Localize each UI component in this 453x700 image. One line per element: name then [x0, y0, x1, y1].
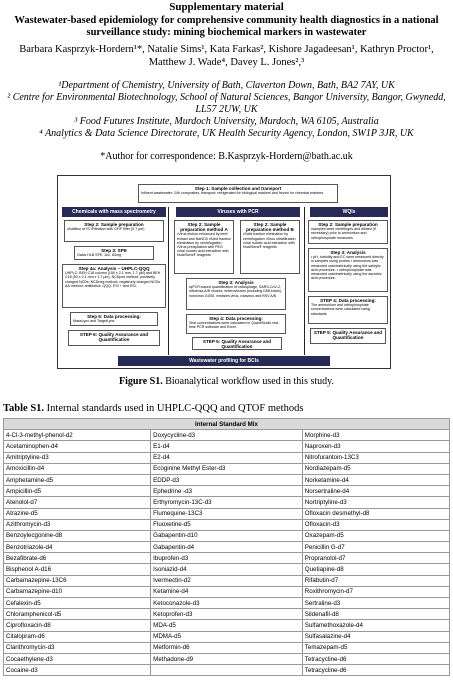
wqi-step4-box [308, 296, 388, 324]
table-row [4, 575, 450, 586]
table-row [4, 519, 450, 530]
table-cell: Clarithromycin-d3 [4, 642, 151, 653]
virus-step3-box [186, 278, 286, 310]
table-row [4, 486, 450, 497]
workflow-figure [57, 175, 391, 369]
virus-step3-text: •qPCR-based quantification of crAssphage, SARS-CoV-2, influenza A/B viruses, enteroviruses (including D68 strain), norovirus GI/GII, measles virus, rotavirus and RSV A/B [189, 285, 282, 298]
table-cell: Gabapentin-d4 [151, 542, 303, 553]
virus-method-b-title: Step 2: Sample preparation method B [246, 222, 294, 233]
table-row [4, 530, 450, 541]
virus-step5-title: STEP 5: Quality Assurance and Quantification [202, 339, 272, 350]
table-cell: Norketamine-d4 [302, 474, 449, 485]
virus-step5-box [192, 337, 282, 350]
virus-method-a-text: •Virus elution enhanced by beef extract and NaNO3 •Solid fraction elimination by centrifugation •Virus precipitation with PEG •viral nucleic acid extraction with NucliSens® reagents [177, 232, 231, 258]
table-cell: Tetracycline-d6 [302, 653, 449, 664]
table-row [4, 609, 450, 620]
table-cell: Cocaine-d3 [4, 665, 151, 676]
table-cell: E2-d4 [151, 452, 303, 463]
step1-text: Influent wastewater: 24h composites, transport: refrigerated for biological markers and frozen for chemical markers [141, 191, 324, 196]
column-divider [168, 207, 169, 355]
chem-step6-box [68, 330, 160, 346]
chem-step3-text: Oasis HLB SPE, 3cc, 60mg [77, 253, 121, 258]
table-row [4, 653, 450, 664]
table-cell: MDMA-d5 [151, 631, 303, 642]
table-cell: Carbamazepine-d10 [4, 586, 151, 597]
table-cell: Atrazine-d5 [4, 508, 151, 519]
table-cell: Ofloxacin-d3 [302, 519, 449, 530]
wqis-header: WQIs [310, 207, 388, 217]
table-cell: Atenolol-d7 [4, 497, 151, 508]
table-cell: Doxycycline-d3 [151, 430, 303, 441]
table-cell: Ciprofloxacin-d8 [4, 620, 151, 631]
table-cell: Tetracycline-d6 [302, 665, 449, 676]
table-cell: EDDP-d3 [151, 474, 303, 485]
virus-step4-text: Viral concentrations were calculated in QuantStudio real-time PCR software and Excel. [189, 321, 280, 330]
table-row [4, 642, 450, 653]
table-caption-text: Internal standards used in UHPLC-QQQ and QTOF methods [44, 403, 304, 414]
table-row [4, 452, 450, 463]
table-cell: Penicillin G-d7 [302, 542, 449, 553]
table-cell: Sulfamethoxazole-d4 [302, 620, 449, 631]
figure-caption-text: Bioanalytical workflow used in this study. [162, 376, 334, 387]
table-cell: Ampicillin-d5 [4, 486, 151, 497]
table-cell: Amoxicillin-d4 [4, 463, 151, 474]
table-cell: Cefalexin-d5 [4, 598, 151, 609]
wqi-step4-title: STEP 4: Data processing: [320, 298, 376, 303]
chem-step5-box [70, 312, 158, 326]
table-row [4, 586, 450, 597]
table-row [4, 441, 450, 452]
table-body [4, 430, 450, 676]
wqi-step3-text: • pH, turbidity and EC were measured directly in samples using probes • ammonium was measured calorimetrically using the salicylic acid procedure. • orthophosphate was measured calorimetrically using the ascorbic acid procedure. [311, 255, 384, 281]
chem-step5-text: MassLynx and TargetLynx [73, 319, 115, 324]
table-cell: Azithromycin-d3 [4, 519, 151, 530]
table-cell: Sildenafil-d8 [302, 609, 449, 620]
wqi-step2-title: Step 2: Sample preparation [318, 222, 378, 227]
step1-box [138, 184, 338, 203]
virus-method-a-box [174, 220, 234, 274]
table-cell: Nitrofurantoin-13C3 [302, 452, 449, 463]
table-cell: Isoniazid-d4 [151, 564, 303, 575]
wqi-step4-text: The ammonium and orthophosphate concentrations were calculated using standards [311, 303, 370, 316]
supplementary-header: Supplementary material [169, 1, 284, 13]
virus-step4-box [186, 314, 286, 334]
virus-step3-title: Step 3: Analysis [218, 280, 254, 285]
chem-step2-title: Step 2: Sample preparation [84, 222, 144, 227]
chem-step5-title: Step 5: Data processing: [87, 314, 141, 319]
chem-step3-title: Step 3: SPE [101, 248, 127, 253]
table-cell: Propranolol-d7 [302, 553, 449, 564]
table-caption [3, 403, 303, 414]
table-cell: Ivermectin-d2 [151, 575, 303, 586]
table-row [4, 497, 450, 508]
wqi-step5-title: STEP 5: Quality Assurance and Quantification [313, 330, 383, 341]
table-cell: Fluoxetine-d5 [151, 519, 303, 530]
table-cell: Erthyromycin-13C-d3 [151, 497, 303, 508]
wqi-step5-box [310, 328, 386, 344]
table-cell: Cocaethylene-d3 [4, 653, 151, 664]
table-cell: Acetaminophen-d4 [4, 441, 151, 452]
table-row [4, 553, 450, 564]
table-cell: Rifabutin-d7 [302, 575, 449, 586]
table-cell: MDA-d5 [151, 620, 303, 631]
table-cell: Benzoylecgonine-d8 [4, 530, 151, 541]
internal-standards-table [3, 418, 450, 676]
table-cell: Benzotriazole-d4 [4, 542, 151, 553]
affiliation: ¹Department of Chemistry, University of Bath, Claverton Down, Bath, BA2 7AY, UK [58, 80, 395, 91]
chem-step3-box [74, 246, 154, 260]
table-cell: Roxithromycin-d7 [302, 586, 449, 597]
table-row [4, 598, 450, 609]
table-cell: Amitriptyline-d3 [4, 452, 151, 463]
table-row [4, 430, 450, 441]
table-cell: Bezafibrate-d6 [4, 553, 151, 564]
workflow-footer: Wastewater profiling for BCIs [118, 356, 330, 366]
table-cell: Ibuprofen-d3 [151, 553, 303, 564]
table-cell: Bisphenol A-d16 [4, 564, 151, 575]
table-cell: Morphine-d3 [302, 430, 449, 441]
wqi-step3-title: Step 3: Analysis [330, 250, 366, 255]
virus-method-b-text: •Solid fraction elimination by centrifugation •Virus ultrafiltration •viral nucleic acid extraction with NucliSens® reagents [243, 232, 296, 250]
table-cell: Ephedrine -d3 [151, 486, 303, 497]
table-row [4, 474, 450, 485]
table-cell: Ecoginine Methyl Ester-d3 [151, 463, 303, 474]
paper-title: Wastewater-based epidemiology for comprehensive community health diagnostics in a national surveillance study: mining biochemical markers in wastewater [14, 15, 439, 38]
table-cell: Sertraline-d3 [302, 598, 449, 609]
author-list: Barbara Kasprzyk-Hordern¹*, Natalie Sims¹, Kata Farkas², Kishore Jagadeesan¹, Kathryn Proctor¹, Matthew J. Wade⁴, Davey L. Jones²,³ [19, 44, 434, 68]
table-cell: 4-Cl-3-methyl-phenol-d2 [4, 430, 151, 441]
viruses-header: Viruses with PCR [176, 207, 300, 217]
chem-step4-title: Step 4a: Analysis – UHPLC-QQQ [78, 266, 150, 271]
chem-step6-title: STEP 6: Quality Assurance and Quantification [79, 332, 149, 343]
table-cell: Chloramphenicol-d5 [4, 609, 151, 620]
table-cell: Quetiapine-d8 [302, 564, 449, 575]
virus-method-b-box [240, 220, 300, 274]
table-cell: Gabapentin-d10 [151, 530, 303, 541]
table-cell: Norsertraline-d4 [302, 486, 449, 497]
table-row [4, 631, 450, 642]
table-row [4, 542, 450, 553]
figure-caption [0, 376, 453, 387]
table-cell: Ofloxacin desmethyl-d8 [302, 508, 449, 519]
chem-step4-text: UHPLC: BEH C18 column (150 x 2.1 mm, 1.7 µM) and BEH C18 (50 x 2.1 mm x 1.7 µm). NCDpos method: positively charged NCDs; NCDneg method: negatively charged NCDs. AA method: antibiotics. QQQ: ESI + and ESI- [65, 271, 162, 288]
wqi-step3-box [308, 248, 388, 292]
table-row [4, 665, 450, 676]
table-cell: Flumequine-13C3 [151, 508, 303, 519]
table-row [4, 564, 450, 575]
table-cell: Ketoprofen-d3 [151, 609, 303, 620]
wqi-step2-text: •samples were centrifuges and diluted (if necessary) prior to ammonium and orthophosphate measures [311, 227, 376, 240]
figure-label: Figure S1. [119, 376, 163, 387]
affiliations [4, 80, 449, 140]
table-cell: Ketoconazole-d3 [151, 598, 303, 609]
table-row [4, 508, 450, 519]
table-cell: Carbamazepine-13C6 [4, 575, 151, 586]
chem-step4-box [62, 264, 166, 308]
affiliation: ² Centre for Environmental Biotechnology, School of Natural Sciences, Bangor University, Bangor, Gwynedd, LL57 2UW, UK [7, 92, 446, 115]
table-cell: Methadone-d9 [151, 653, 303, 664]
chem-step2-box [64, 220, 164, 242]
table-cell: Ketamine-d4 [151, 586, 303, 597]
table-cell: Naproxen-d3 [302, 441, 449, 452]
table-cell [151, 665, 303, 676]
affiliation: ⁴ Analytics & Data Science Directorate, UK Health Security Agency, London, SW1P 3JR, UK [39, 128, 414, 139]
table-header: Internal Standard Mix [4, 419, 450, 430]
chem-step2-text: •Addition of IS •Filtration with GF/F filter (0.7 µm) [67, 227, 145, 232]
virus-method-a-title: Step 2: Sample preparation method A [180, 222, 228, 233]
table-cell: Citalopram-d6 [4, 631, 151, 642]
table-row [4, 463, 450, 474]
table-cell: Metformin-d6 [151, 642, 303, 653]
chemicals-header: Chemicals with mass spectrometry [62, 207, 166, 217]
table-cell: E1-d4 [151, 441, 303, 452]
table-cell: Amphetamine-d5 [4, 474, 151, 485]
column-divider [304, 207, 305, 355]
virus-step4-title: Step 4: Data processing: [209, 316, 263, 321]
table-row [4, 620, 450, 631]
table-cell: Nordiazepam-d5 [302, 463, 449, 474]
step1-title: Step 1: Sample collection and transport [194, 186, 282, 191]
table-cell: Nortriptyline-d3 [302, 497, 449, 508]
table-cell: Sulfasalazine-d4 [302, 631, 449, 642]
affiliation: ³ Food Futures Institute, Murdoch University, Murdoch, WA 6105, Australia [74, 116, 379, 127]
table-label: Table S1. [3, 403, 45, 414]
wqi-step2-box [308, 220, 388, 244]
table-cell: Oxazepam-d5 [302, 530, 449, 541]
correspondence-note: *Author for correspondence: B.Kasprzyk-Hordern@bath.ac.uk [100, 151, 353, 162]
table-cell: Temazepam-d5 [302, 642, 449, 653]
